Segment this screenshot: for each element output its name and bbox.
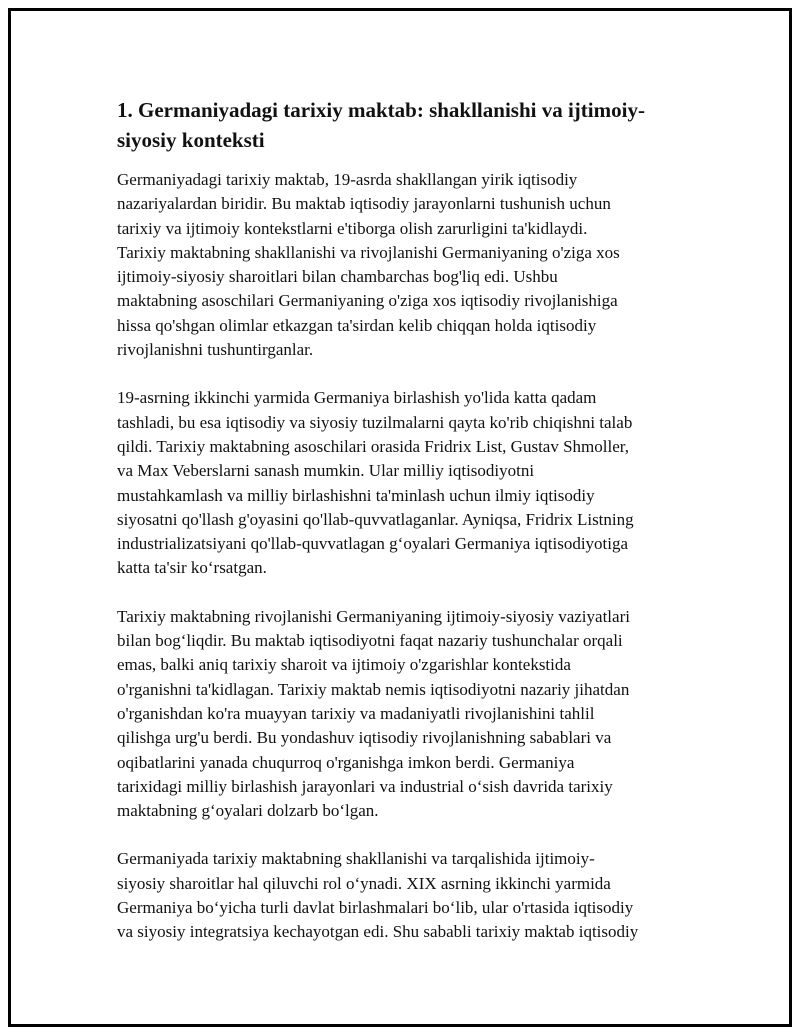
heading-line: siyosiy konteksti [117,128,265,152]
section-heading [117,95,687,155]
text-line: va siyosiy integratsiya kechayotgan edi. Shu sababli tarixiy maktab iqtisodiy [117,922,639,942]
text-line: hissa qo'shgan olimlar etkazgan ta'sirdan kelib chiqqan holda iqtisodiy [117,315,597,335]
text-line: Germaniya bo‘yicha turli davlat birlashmalari bo‘lib, ular o'rtasida iqtisodiy [117,898,634,918]
text-line: ijtimoiy-siyosiy sharoitlari bilan chambarchas bog'liq edi. Ushbu [117,267,558,287]
text-line: Germaniyadagi tarixiy maktab, 19-asrda shakllangan yirik iqtisodiy [117,170,578,189]
text-line: maktabning g‘oyalari dolzarb bo‘lgan. [117,801,379,821]
text-line: nazariyalardan biridir. Bu maktab iqtisodiy jarayonlarni tushunish uchun [117,194,611,214]
text-line: tarixidagi milliy birlashish jarayonlari va industrial o‘sish davrida tarixiy [117,776,613,796]
text-line: mustahkamlash va milliy birlashishni ta'minlash uchun ilmiy iqtisodiy [117,485,595,505]
text-line: siyosatni qo'llash g'oyasini qo'llab-quvvatlaganlar. Ayniqsa, Fridrix Listning [117,509,634,529]
paragraph [117,847,687,944]
text-line: rivojlanishni tushuntirganlar. [117,340,314,360]
text-line: tarixiy va ijtimoiy kontekstlarni e'tiborga olish zarurligini ta'kidlaydi. [117,218,588,238]
text-line: Tarixiy maktabning rivojlanishi Germaniyaning ijtimoiy-siyosiy vaziyatlari [117,606,630,626]
text-line: qildi. Tarixiy maktabning asoschilari orasida Fridrix List, Gustav Shmoller, [117,436,629,456]
text-line: emas, balki aniq tarixiy sharoit va ijtimoiy o'zgarishlar kontekstida [117,655,571,675]
text-line: va Max Veberslarni sanash mumkin. Ular milliy iqtisodiyotni [117,461,535,481]
text-line: 19-asrning ikkinchi yarmida Germaniya birlashish yo'lida katta qadam [117,388,597,408]
text-line: tashladi, bu esa iqtisodiy va siyosiy tuzilmalarni qayta ko'rib chiqishni talab [117,412,633,432]
paragraph [117,605,687,824]
text-line: o'rganishdan ko'ra muayyan tarixiy va madaniyatli rivojlanishini tahlil [117,703,595,723]
text-line: maktabning asoschilari Germaniyaning o'ziga xos iqtisodiy rivojlanishiga [117,291,618,311]
heading-line: 1. Germaniyadagi tarixiy maktab: shakllanishi va ijtimoiy- [117,98,645,122]
text-line: o'rganishni ta'kidlagan. Tarixiy maktab nemis iqtisodiyotni nazariy jihatdan [117,679,630,699]
text-line: katta ta'sir ko‘rsatgan. [117,558,267,578]
paragraph [117,168,687,362]
document-body [117,95,687,969]
text-line: industrializatsiyani qo'llab-quvvatlagan g‘oyalari Germaniya iqtisodiyotiga [117,534,629,554]
text-line: oqibatlarini yanada chuqurroq o'rganishga imkon berdi. Germaniya [117,752,575,772]
text-line: Germaniyada tarixiy maktabning shakllanishi va tarqalishida ijtimoiy- [117,849,595,869]
paragraph [117,386,687,580]
text-line: Tarixiy maktabning shakllanishi va rivojlanishi Germaniyaning o'ziga xos [117,242,620,262]
text-line: qilishga urg'u berdi. Bu yondashuv iqtisodiy rivojlanishning sabablari va [117,728,612,748]
text-line: bilan bog‘liqdir. Bu maktab iqtisodiyotni faqat nazariy tushunchalar orqali [117,631,623,651]
text-line: siyosiy sharoitlar hal qiluvchi rol o‘ynadi. XIX asrning ikkinchi yarmida [117,873,611,893]
